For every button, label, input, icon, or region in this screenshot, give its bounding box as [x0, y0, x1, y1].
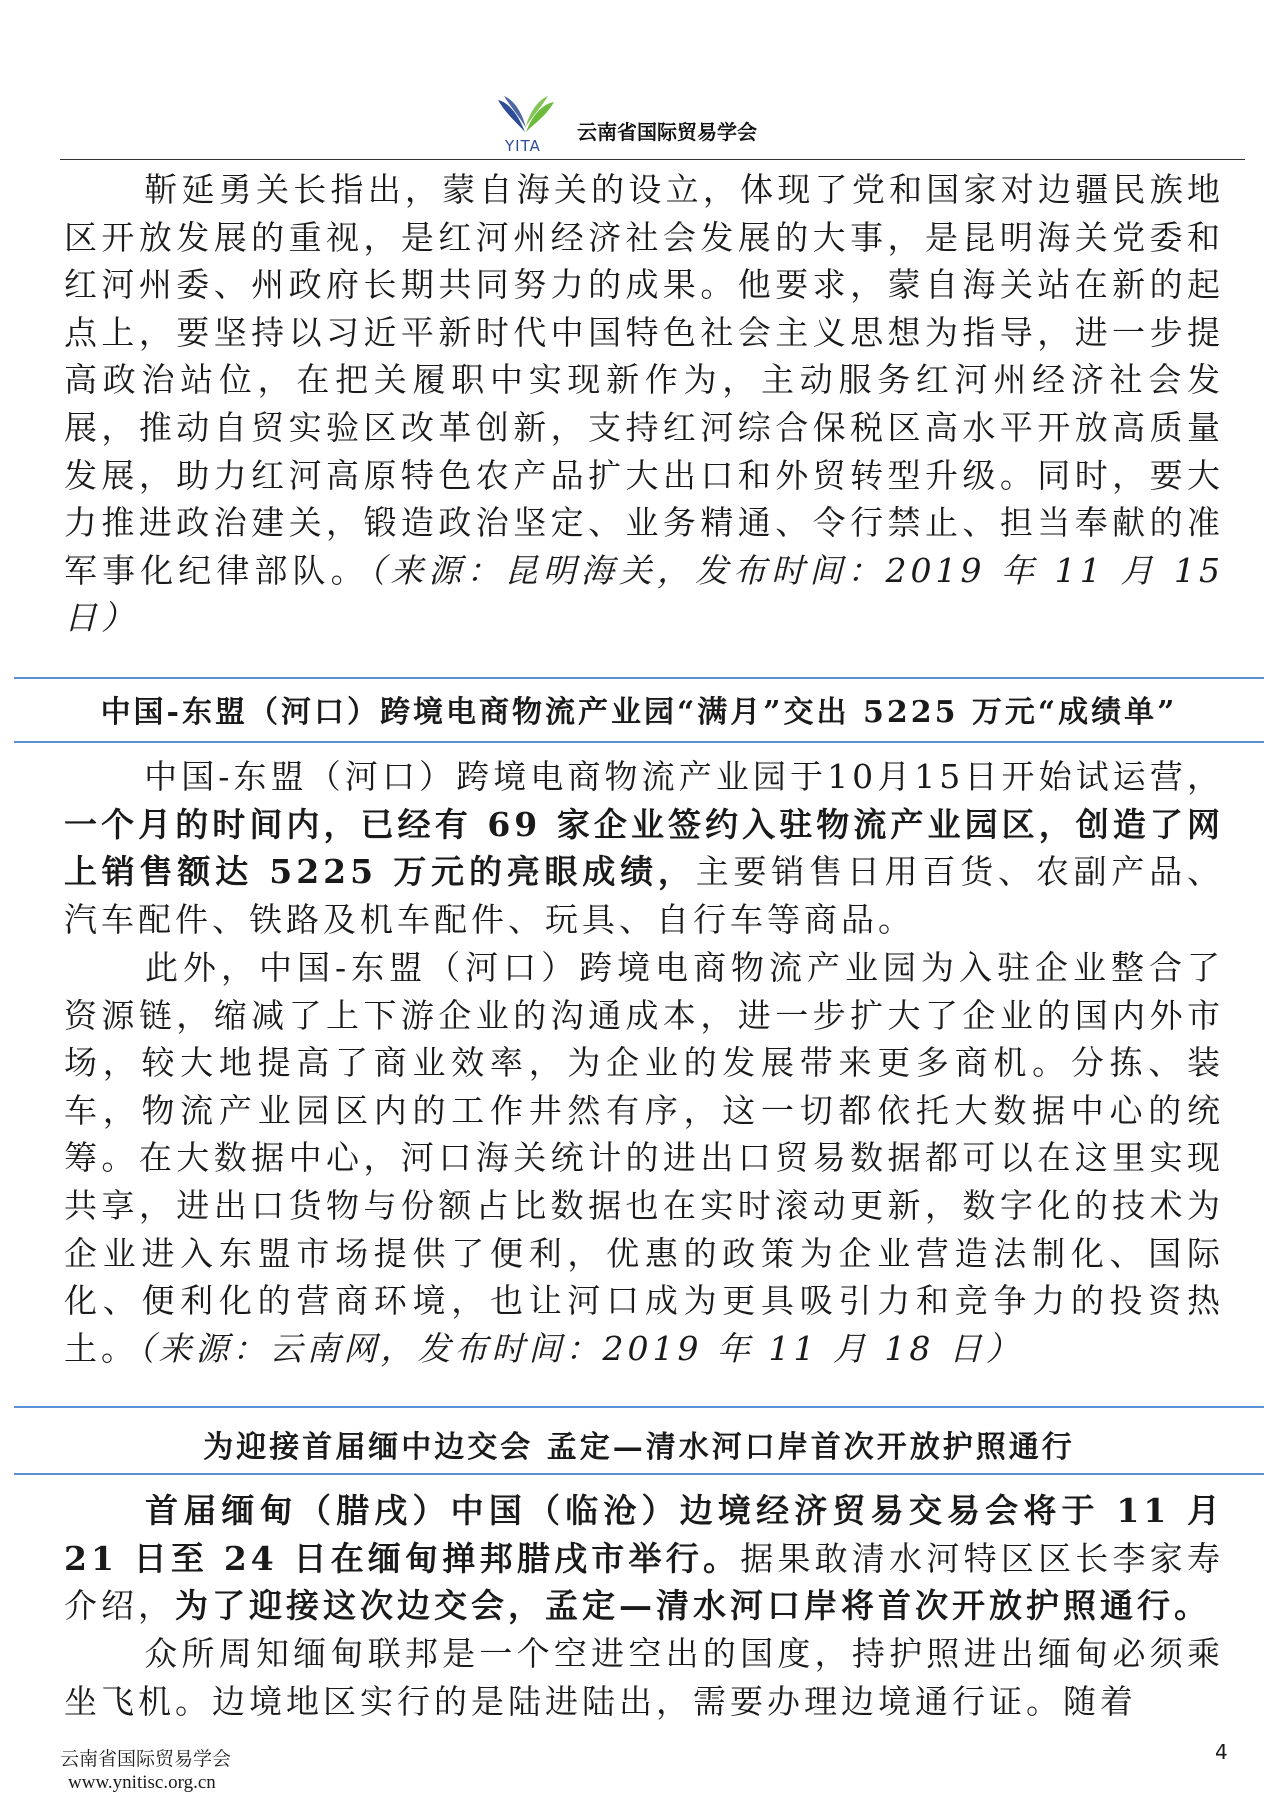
article2-p1-rest: 主要销售日用百货、农副产品、汽车配件、铁路及机车配件、玩具、自行车等商品。: [64, 852, 1224, 939]
article3-paragraph-1: [64, 1487, 1224, 1630]
page-header: [0, 0, 1280, 160]
footer-org-name: 云南省国际贸易学会: [60, 1748, 232, 1770]
article2-paragraph-1: [64, 753, 1224, 943]
article1-source: （来源：昆明海关，发布时间：2019 年 11 月 15 日）: [64, 550, 1224, 638]
article3-p2-text: 众所周知缅甸联邦是一个空进空出的国度，持护照进出缅甸必须乘坐飞机。边境地区实行的是陆进陆出，需要办理边境通行证。随着: [64, 1634, 1224, 1721]
section-divider-bottom-2: [14, 741, 1264, 743]
header-org-name: 云南省国际贸易学会: [577, 120, 757, 144]
article3-paragraph-2: [64, 1630, 1224, 1725]
article2-p1-bold: 一个月的时间内，已经有 69 家企业签约入驻物流产业园区，创造了网上销售额达 5225 万元的亮眼成绩，: [64, 804, 1224, 892]
article2-p2-text: 此外，中国-东盟（河口）跨境电商物流产业园为入驻企业整合了资源链，缩减了上下游企业的沟通成本，进一步扩大了企业的国内外市场，较大地提高了商业效率，为企业的发展带来更多商机。分拣、装车，物流产业园区内的工作井然有序，这一切都依托大数据中心的统筹。在大数据中心，河口海关统计的进出口贸易数据都可以在这里实现共享，进出口货物与份额占比数据也在实时滚动更新，数字化的技术为企业进入东盟市场提供了便利，优惠的政策为企业营造法制化、国际化、便利化的营商环境，也让河口成为更具吸引力和竞争力的投资热土。: [64, 948, 1224, 1368]
section-divider-top-2: [14, 677, 1264, 679]
article1-text: 靳延勇关长指出，蒙自海关的设立，体现了党和国家对边疆民族地区开放发展的重视，是红河州经济社会发展的大事，是昆明海关党委和红河州委、州政府长期共同努力的成果。他要求，蒙自海关站在新的起点上，要坚持以习近平新时代中国特色社会主义思想为指导，进一步提高政治站位，在把关履职中实现新作为，主动服务红河州经济社会发展，推动自贸实验区改革创新，支持红河综合保税区高水平开放高质量发展，助力红河高原特色农产品扩大出口和外贸转型升级。同时，要大力推进政治建关，锻造政治坚定、业务精通、令行禁止、担当奉献的准军事化纪律部队。: [64, 170, 1224, 590]
page-number: 4: [1215, 1740, 1228, 1764]
article2-p1-plain: 中国-东盟（河口）跨境电商物流产业园于10月15日开始试运营，: [144, 757, 1224, 796]
section-divider-bottom-3: [14, 1473, 1264, 1475]
article1-paragraph: [64, 166, 1224, 642]
article3-p1-plain: 据果敢清水河特区区长李家寿介绍，: [64, 1538, 1225, 1626]
article2-title: 中国-东盟（河口）跨境电商物流产业园“满月”交出 5225 万元“成绩单”: [100, 695, 1178, 730]
section-divider-top-3: [14, 1406, 1264, 1408]
article3-title: 为迎接首届缅中边交会 孟定—清水河口岸首次开放护照通行: [203, 1430, 1075, 1465]
article2-paragraph-2: [64, 944, 1224, 1372]
footer-website-link[interactable]: www.ynitisc.org.cn: [68, 1772, 216, 1793]
article2-source: （来源：云南网，发布时间：2019 年 11 月 18 日）: [138, 1328, 1023, 1368]
article3-p1-bold2: 为了迎接这次边交会，孟定—清水河口岸将首次开放护照通行。: [175, 1586, 1211, 1626]
header-rule: [60, 159, 1245, 160]
article3-p1-bold1: 首届缅甸（腊戌）中国（临沧）边境经济贸易交易会将于 11 月 21 日至 24 日在缅甸掸邦腊戌市举行。: [64, 1491, 1224, 1578]
logo-text: YITA: [505, 137, 541, 155]
